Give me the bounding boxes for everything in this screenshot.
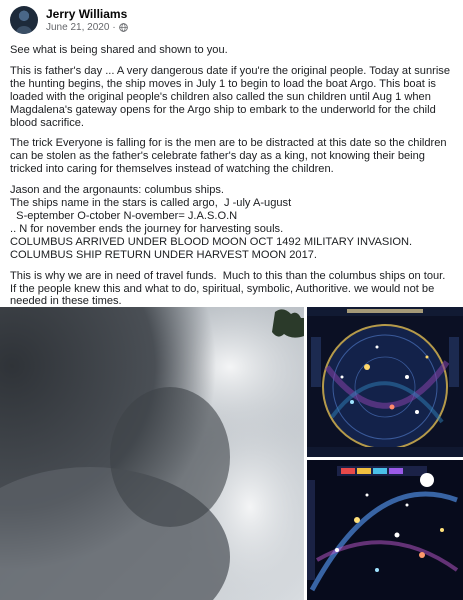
- post-paragraph: This is why we are in need of travel funds. Much to this than the columbus ships on tour. If the people knew this and what to do, spiritual, symbolic, Authoritive. we would not be needed in these times.: [10, 269, 452, 308]
- separator: ·: [112, 21, 116, 33]
- star-map-photo[interactable]: [307, 460, 463, 600]
- post-header: [10, 5, 128, 35]
- post-paragraph: Jason and the argonaunts: columbus ships. The ships name in the stars is called argo, J -uly A-ugust S-eptember O-ctober N-ovember= J.A.S.O.N .. N for november ends the journey for harvesting souls. COLUMBUS ARRIVED UNDER BLOOD MOON OCT 1492 MILITARY INVASION. COLUMBUS SHIP RETURN UNDER HARVEST MOON 2017.: [10, 184, 413, 261]
- post-subline: [46, 21, 128, 34]
- post-paragraph: The trick Everyone is falling for is the men are to be distracted at this date so the children can be stolen as the father's celebrate father's day as a king, not knowing their being tricked into caring for themselves instead of watching the children.: [10, 137, 450, 176]
- globe-icon: [119, 23, 128, 32]
- post-paragraph: See what is being shared and shown to you.: [10, 44, 228, 56]
- star-map-photo[interactable]: [307, 307, 463, 457]
- author-name[interactable]: Jerry Williams: [46, 6, 128, 21]
- photo-grid: [0, 307, 463, 600]
- cloudy-sky-photo[interactable]: [0, 307, 304, 600]
- avatar[interactable]: [10, 6, 38, 34]
- post-meta: [46, 7, 128, 34]
- post-paragraph: This is father's day ... A very dangerous date if you're the original people. Today at sunrise the hunting begins, the ship moves in July 1 to begin to load the boat Argo. This boat is loaded with the original people's children also called the sun children until Aug 1 when Magdalena's gateway opens for the Argo ship to embark to the underworld for the child blood sacrifice.: [10, 64, 454, 129]
- post-date[interactable]: June 21, 2020: [46, 21, 110, 33]
- post-text: [10, 44, 456, 316]
